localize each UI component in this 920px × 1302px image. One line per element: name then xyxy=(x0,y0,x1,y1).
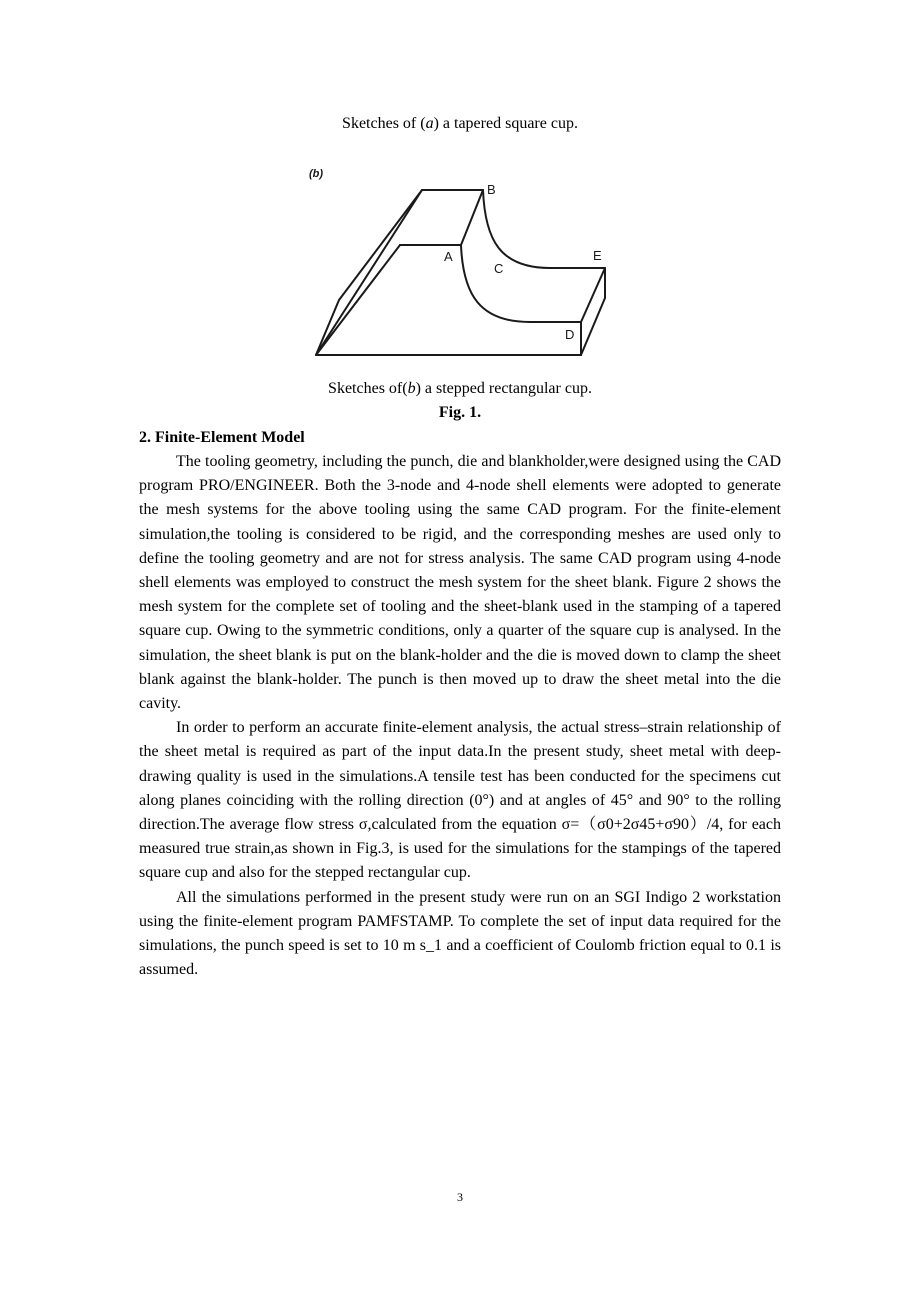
sketch-edge-right-top xyxy=(581,268,605,322)
panel-b-label: (b) xyxy=(309,168,324,180)
sketch-edge-slope-b-a xyxy=(461,190,483,245)
figure-label: Fig. 1. xyxy=(438,404,482,421)
point-label-e: E xyxy=(593,248,602,263)
sketch-curve-lower xyxy=(461,245,581,322)
section-heading: 2. Finite-Element Model xyxy=(139,429,305,446)
stepped-rectangular-cup-sketch xyxy=(305,160,615,365)
sketch-edge-right-bottom xyxy=(581,298,605,355)
paragraph: In order to perform an accurate finite-element analysis, the actual stress–strain relationship of the sheet metal is required as part of the input data.In the present study, sheet metal with deep-drawing quality is used in the simulations.A tensile test has been conducted for the specimens cut along planes coinciding with the rolling direction (0°) and at angles of 45° and 90° to the rolling direction.The average flow stress σ,calculated from the equation σ=（σ0+2σ45+σ90）/4, for each measured true strain,as shown in Fig.3, is used for the simulations for the stampings of the tapered square cup and also for the stepped rectangular cup. xyxy=(139,719,782,882)
point-label-a: A xyxy=(444,249,453,264)
figure-caption-b: Sketches of(b) a stepped rectangular cup. xyxy=(328,380,592,397)
sketch-curve-upper xyxy=(483,190,605,268)
point-label-c: C xyxy=(494,261,504,276)
point-label-b: B xyxy=(487,182,496,197)
section-body xyxy=(139,450,781,982)
sketch-edge-left-long xyxy=(316,190,422,355)
figure-caption-a: Sketches of (a) a tapered square cup. xyxy=(342,115,578,132)
sketch-edge-slope-a xyxy=(316,245,400,355)
page-number: 3 xyxy=(457,1190,463,1204)
paragraph: All the simulations performed in the present study were run on an SGI Indigo 2 workstation using the finite-element program PAMFSTAMP. To complete the set of input data required for the simulations, the punch speed is set to 10 m s_1 and a coefficient of Coulomb friction equal to 0.1 is assumed. xyxy=(139,888,781,979)
point-label-d: D xyxy=(565,327,575,342)
paragraph: The tooling geometry, including the punch, die and blankholder,were designed using the CAD program PRO/ENGINEER. Both the 3-node and 4-node shell elements were adopted to generate the mesh systems for the above tooling using the same CAD program. For the finite-element simulation,the tooling is considered to be rigid, and the corresponding meshes are used only to define the tooling geometry and are not for stress analysis. The same CAD program using 4-node shell elements was employed to construct the mesh system for the sheet blank. Figure 2 shows the mesh system for the complete set of tooling and the sheet-blank used in the stamping of a tapered square cup. Owing to the symmetric conditions, only a quarter of the square cup is analysed. In the simulation, the sheet blank is put on the blank-holder and the die is moved down to clamp the sheet blank against the blank-holder. The punch is then moved up to draw the sheet metal into the die cavity. xyxy=(139,453,781,713)
